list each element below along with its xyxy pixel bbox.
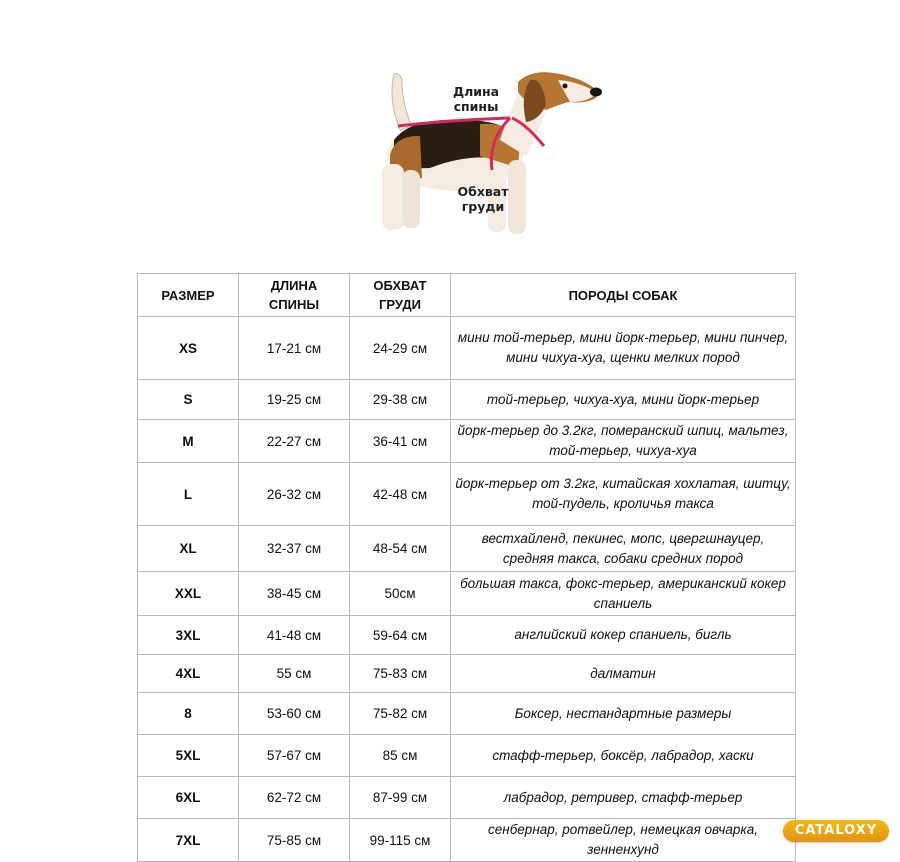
back-length-cell: 19-25 см xyxy=(239,380,350,420)
breeds-cell: лабрадор, ретривер, стафф-терьер xyxy=(451,777,796,819)
size-cell: S xyxy=(138,380,239,420)
chest-girth-cell: 48-54 см xyxy=(350,526,451,572)
size-cell: 5XL xyxy=(138,735,239,777)
table-row xyxy=(138,526,796,572)
chest-girth-cell: 75-83 см xyxy=(350,655,451,693)
catalog-watermark-logo: CATALOXY xyxy=(783,820,889,842)
size-cell: 7XL xyxy=(138,819,239,862)
header-back-length xyxy=(239,274,350,317)
size-cell: XXL xyxy=(138,572,239,616)
breeds-cell: Боксер, нестандартные размеры xyxy=(451,693,796,735)
chest-girth-cell: 36-41 см xyxy=(350,420,451,463)
header-chest-girth-text: ОБХВАТ ГРУДИ xyxy=(373,278,427,312)
breeds-cell: сенбернар, ротвейлер, немецкая овчарка, зенненхунд xyxy=(451,819,796,862)
back-length-cell: 53-60 см xyxy=(239,693,350,735)
breeds-cell: йорк-терьер до 3.2кг, померанский шпиц, мальтез, той-терьер, чихуа-хуа xyxy=(451,420,796,463)
header-back-length-text: ДЛИНА СПИНЫ xyxy=(268,278,320,312)
chest-girth-cell: 99-115 см xyxy=(350,819,451,862)
chest-girth-label: Обхват груди xyxy=(457,184,509,214)
size-cell: 8 xyxy=(138,693,239,735)
table-row xyxy=(138,463,796,526)
size-cell: 6XL xyxy=(138,777,239,819)
size-cell: XS xyxy=(138,317,239,380)
chest-girth-cell: 87-99 см xyxy=(350,777,451,819)
breeds-cell: английский кокер спаниель, бигль xyxy=(451,616,796,655)
breeds-cell: йорк-терьер от 3.2кг, китайская хохлатая, шитцу, той-пудель, кроличья такса xyxy=(451,463,796,526)
size-cell: XL xyxy=(138,526,239,572)
breeds-cell: мини той-терьер, мини йорк-терьер, мини пинчер, мини чихуа-хуа, щенки мелких пород xyxy=(451,317,796,380)
header-breeds xyxy=(451,274,796,317)
back-length-label: Длина спины xyxy=(452,84,500,114)
table-row xyxy=(138,655,796,693)
table-row xyxy=(138,777,796,819)
table-row xyxy=(138,819,796,862)
breeds-cell: стафф-терьер, боксёр, лабрадор, хаски xyxy=(451,735,796,777)
header-size-text: РАЗМЕР xyxy=(161,287,215,303)
table-row xyxy=(138,420,796,463)
back-length-cell: 62-72 см xyxy=(239,777,350,819)
breeds-cell: вестхайленд, пекинес, мопс, цвергшнауцер, средняя такса, собаки средних пород xyxy=(451,526,796,572)
breeds-cell: той-терьер, чихуа-хуа, мини йорк-терьер xyxy=(451,380,796,420)
table-row xyxy=(138,616,796,655)
back-length-cell: 32-37 см xyxy=(239,526,350,572)
size-cell: M xyxy=(138,420,239,463)
chest-girth-cell: 42-48 см xyxy=(350,463,451,526)
back-length-cell: 57-67 см xyxy=(239,735,350,777)
size-cell: 4XL xyxy=(138,655,239,693)
header-breeds-text: ПОРОДЫ СОБАК xyxy=(568,287,678,303)
table-row xyxy=(138,735,796,777)
table-row xyxy=(138,380,796,420)
back-length-cell: 41-48 см xyxy=(239,616,350,655)
chest-girth-cell: 29-38 см xyxy=(350,380,451,420)
size-chart-table xyxy=(137,273,796,862)
breeds-cell: большая такса, фокс-терьер, американский кокер спаниель xyxy=(451,572,796,616)
header-row xyxy=(138,274,796,317)
back-length-cell: 75-85 см xyxy=(239,819,350,862)
dog-measurement-figure xyxy=(360,60,620,245)
size-cell: 3XL xyxy=(138,616,239,655)
table-row xyxy=(138,317,796,380)
size-cell: L xyxy=(138,463,239,526)
chest-girth-cell: 75-82 см xyxy=(350,693,451,735)
chest-girth-cell: 85 см xyxy=(350,735,451,777)
chest-girth-cell: 50см xyxy=(350,572,451,616)
header-size xyxy=(138,274,239,317)
chest-girth-cell: 59-64 см xyxy=(350,616,451,655)
breeds-cell: далматин xyxy=(451,655,796,693)
chest-girth-cell: 24-29 см xyxy=(350,317,451,380)
back-length-cell: 26-32 см xyxy=(239,463,350,526)
back-length-cell: 22-27 см xyxy=(239,420,350,463)
header-chest-girth xyxy=(350,274,451,317)
table-row xyxy=(138,693,796,735)
back-length-cell: 17-21 см xyxy=(239,317,350,380)
back-length-cell: 38-45 см xyxy=(239,572,350,616)
back-length-cell: 55 см xyxy=(239,655,350,693)
table-row xyxy=(138,572,796,616)
